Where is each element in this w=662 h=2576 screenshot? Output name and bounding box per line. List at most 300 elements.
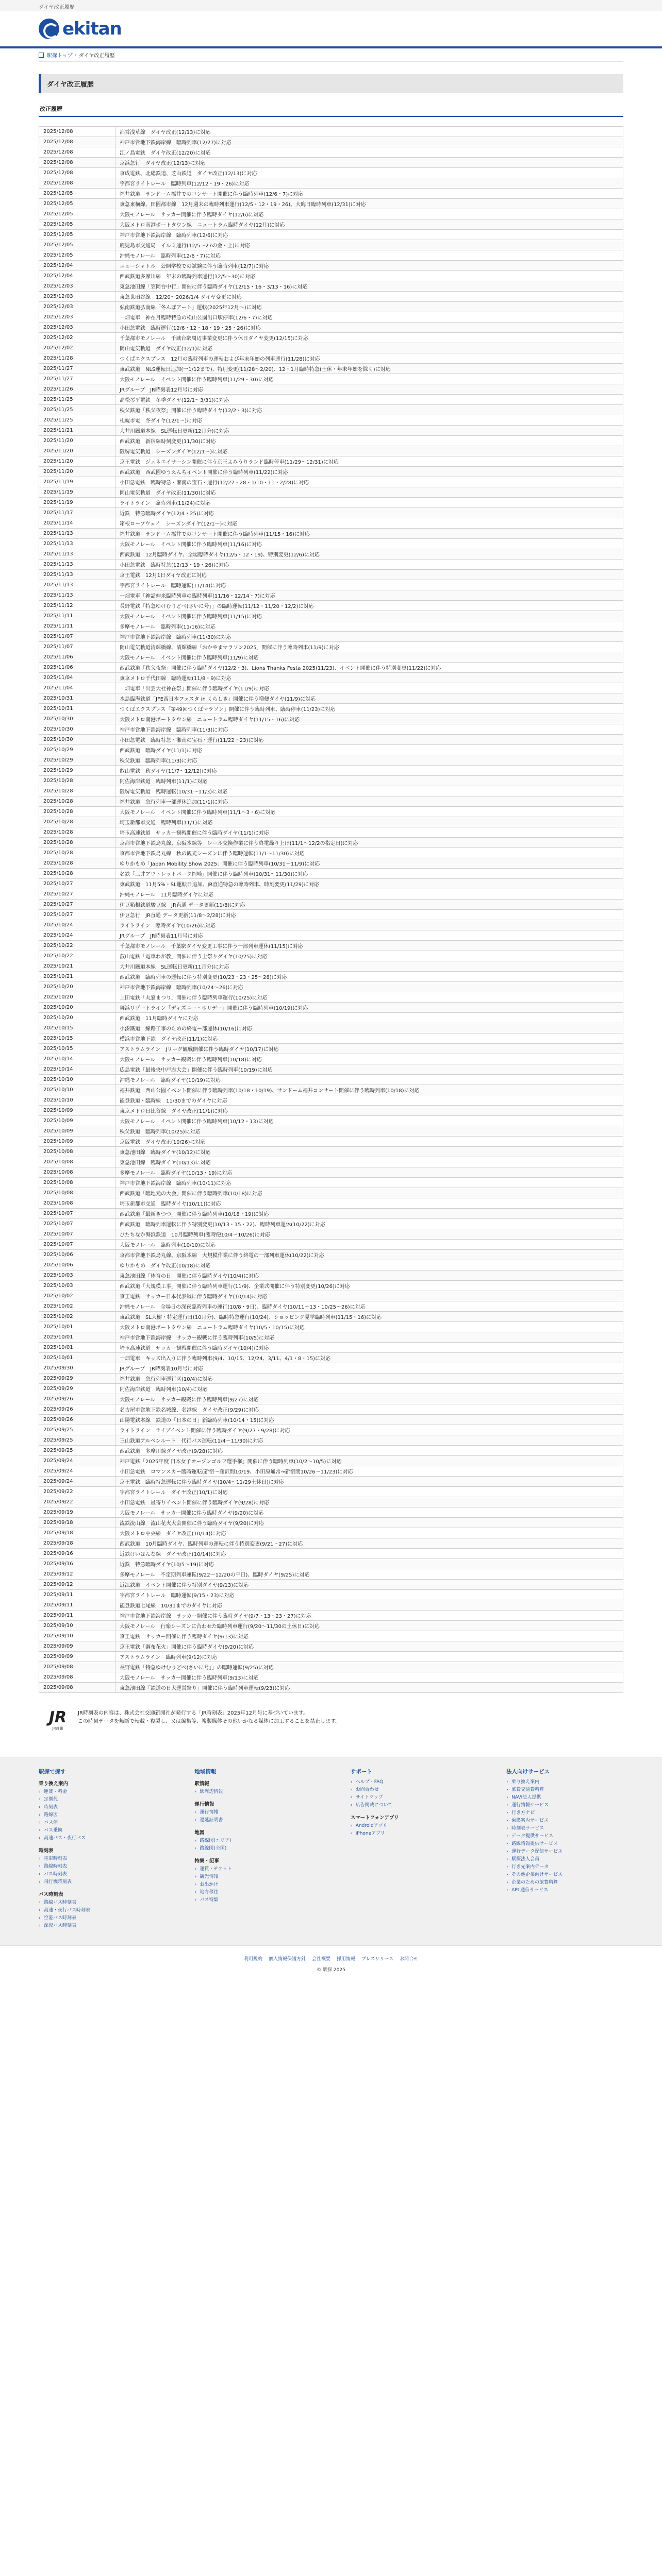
entry-date: 2025/12/08 — [39, 147, 115, 158]
entry-title-link[interactable]: 京王電鉄 サッカー開催に伴う臨時ダイヤ(9/13)に対応 — [120, 1634, 249, 1640]
entry-date: 2025/10/24 — [39, 930, 115, 941]
footer-link[interactable]: › バス特集 — [194, 1896, 306, 1904]
entry-title-link[interactable]: 阿佐海岸鉄道 臨時列車(11/1)に対応 — [120, 779, 208, 785]
entry-title-link[interactable]: 小田急電鉄 臨時特急・湘南の宝石・運行(12/27・28・1/10・11・2/28)に対応 — [120, 480, 309, 486]
entry-date: 2025/10/02 — [39, 1291, 115, 1301]
entry-title-link[interactable]: 秩父鉄道 臨時列車(11/3)に対応 — [120, 758, 197, 764]
entry-title-link[interactable]: 福井鉄道 西山公園イベント開催に伴う臨時列車(10/18・10/19)、サンドーム福井コンサート開催に伴う臨時列車(10/18)に対応 — [120, 1088, 420, 1094]
footer-link[interactable]: › 時刻表サービス — [506, 1825, 618, 1833]
entry-title-link[interactable]: 箱根ロープウェイ シーズンダイヤ(12/1〜)に対応 — [120, 521, 238, 527]
entry-title — [115, 456, 623, 467]
footer-link[interactable]: › 運行情報サービス — [506, 1802, 618, 1809]
entry-title-link[interactable]: 神戸市営地下鉄海岸線 臨時列車(12/27)に対応 — [120, 140, 231, 146]
entry-title-link[interactable]: 西武鉄道「最新きつつ」開催に伴う臨時列車(10/18・19)に対応 — [120, 1212, 269, 1217]
footer-bottom-link[interactable]: お問合せ — [399, 1957, 418, 1962]
entry-title-link[interactable]: 近江鉄道 イベント開催に伴う特別ダイヤ(9/13)に対応 — [120, 1583, 249, 1588]
entry-title-link[interactable]: 横浜市営地下鉄 ダイヤ改正(11/1)に対応 — [120, 1037, 218, 1042]
footer-link[interactable]: › 乗り換え案内 — [506, 1778, 618, 1786]
entry-title-link[interactable]: 京成電鉄、北総鉄道、芝山鉄道 ダイヤ改正(12/13)に対応 — [120, 171, 257, 177]
footer-link[interactable]: › その他企業向けサービス — [506, 1871, 618, 1879]
entry-title-link[interactable]: 東武鉄道 NLS運転日追加(一1/12まで)、特別変更(11/28〜2/20)、12・1月臨時特急(土休・年末年始を除く)に対応 — [120, 367, 391, 372]
entry-title-link[interactable]: 福井鉄道 サンドーム福井でのコンサート開催に伴う臨時列車(11/15・16)に対応 — [120, 532, 310, 537]
footer-link[interactable]: › 路線時刻表 — [39, 1863, 151, 1871]
footer-bottom-link[interactable]: 個人情報保護方針 — [269, 1957, 306, 1962]
entry-title-link[interactable]: 都営浅草線 ダイヤ改正(12/13)に対応 — [120, 130, 211, 135]
footer-link[interactable]: › 運行情報 — [194, 1809, 306, 1817]
entry-title-link[interactable]: 伊豆箱根鉄道駿豆線 JR直通 データ更新(11/8)に対応 — [120, 903, 245, 908]
table-row — [39, 487, 623, 498]
footer-group-heading[interactable]: バス時刻表 — [39, 1892, 63, 1897]
entry-title-link[interactable]: 神戸市営地下鉄海岸線 サッカー観戦に伴う臨時列車(10/5)に対応 — [120, 1335, 275, 1341]
entry-title-link[interactable]: 大阪モノレール 行楽シーズンに合わせた臨時列車運行(9/20〜11/30の土休日)に対応 — [120, 1624, 320, 1630]
entry-title-link[interactable]: 一畑電車「神話伸来臨時列車の臨時列車(11/16・12/14・7)に対応 — [120, 594, 275, 599]
footer-link[interactable]: › 路線図 — [39, 1811, 151, 1819]
entry-title-link[interactable]: 宇都宮ライトレール 臨時運転(11/14)に対応 — [120, 583, 226, 589]
entry-title-link[interactable]: 京都市営地下鉄烏丸線 秋の観光シーズンに伴う臨時運転(11/1〜11/30)に対応 — [120, 851, 305, 857]
entry-title-link[interactable]: つくばエクスプレス「第49回つくばマラソン」開催に伴う臨時列車、臨時停車(11/23)に対応 — [120, 707, 336, 713]
footer-link[interactable]: › iPhoneアプリ — [351, 1830, 462, 1838]
entry-title-link[interactable]: ゆりかもめ「Japan Mobility Show 2025」開催に伴う臨時列車(10/31〜11/9)に対応 — [120, 861, 320, 867]
footer-link[interactable]: › 路線図(エリア) — [194, 1837, 306, 1845]
entry-title-link[interactable]: 東急池田線 臨時ダイヤ(10/12)に対応 — [120, 1150, 211, 1156]
entry-title-link[interactable]: 東京メトロ日比谷線 ダイヤ改正(11/1)に対応 — [120, 1109, 228, 1114]
entry-title-link[interactable]: 京都市営地下鉄烏丸線、京阪本線 大規模作業に伴う終電の一部列車運休(10/22)に対応 — [120, 1253, 324, 1259]
entry-title-link[interactable]: 福井鉄道 サンドーム福井でのコンサート開催に伴う臨時列車(12/6・7)に対応 — [120, 192, 304, 197]
table-row — [39, 1270, 623, 1281]
table-row — [39, 1167, 623, 1178]
footer-link[interactable]: › 広告掲載について — [351, 1802, 462, 1809]
entry-title-link[interactable]: ゆりかもめ ダイヤ改正(10/18)に対応 — [120, 1263, 211, 1269]
entry-title-link[interactable]: 大阪モノレール サッカー観戦に伴う臨時列車(9/27)に対応 — [120, 1397, 259, 1403]
entry-title-link[interactable]: 長野電鉄「特急ゆけむりどべ(さいに号」」の臨時運転(11/12・11/20・12/2)に対応 — [120, 604, 314, 609]
entry-title-link[interactable]: 東急池田線 臨時ダイヤ(10/13)に対応 — [120, 1160, 211, 1166]
entry-title-link[interactable]: 岡山電気軌道清輝橋線、清輝橋線「おかやまマラソン2025」開催に伴う臨時列車(11/9)に対応 — [120, 645, 339, 651]
entry-title-link[interactable]: 舞浜リゾートライン「ディズニー・ホリデー」開催に伴う臨時列車(10/19)に対応 — [120, 1006, 308, 1011]
entry-title-link[interactable]: 西武鉄道 臨時ダイヤ(11/1)に対応 — [120, 748, 203, 754]
footer-group-heading[interactable]: 乗り換え案内 — [39, 1781, 69, 1787]
footer-group-heading[interactable]: 時刻表 — [39, 1848, 54, 1854]
entry-title-link[interactable]: 上田電鉄「丸窓まつり」開催に伴う臨時列車運行(10/25)に対応 — [120, 995, 268, 1001]
entry-date: 2025/12/05 — [39, 250, 115, 261]
footer-link[interactable]: › 電車時刻表 — [39, 1855, 151, 1863]
entry-title-link[interactable]: 大阪メトロ中央線 ダイヤ改正(10/14)に対応 — [120, 1531, 226, 1537]
entry-title-link[interactable]: 沖縄モノレール 11月臨時ダイヤに対応 — [120, 892, 213, 898]
entry-title — [115, 1332, 623, 1343]
entry-title — [115, 807, 623, 817]
entry-title — [115, 951, 623, 961]
entry-title-link[interactable]: 千葉都市モノレール 千葉駅ダイヤ変更工事に伴う一部列車運休(11/15)に対応 — [120, 944, 303, 950]
table-row — [39, 292, 623, 302]
entry-title-link[interactable]: 京王電鉄 12月1日ダイヤ改正に対応 — [120, 573, 207, 579]
table-row — [39, 1250, 623, 1260]
entry-title-link[interactable]: 小田急電鉄 臨時特急・湘南の宝石・運行(11/22・23)に対応 — [120, 738, 264, 743]
entry-title-link[interactable]: 小田急電鉄 最寄りイベント開催に伴う臨時ダイヤ(9/28)に対応 — [120, 1500, 270, 1506]
entry-title-link[interactable]: 三山鉄道アルペンルート 代行バス運転(11/4〜11/30)に対応 — [120, 1438, 263, 1444]
table-row — [39, 992, 623, 1003]
table-row — [39, 498, 623, 508]
entry-title-link[interactable]: 福井鉄道 急行列車一部運休追加(11/1)に対応 — [120, 800, 228, 805]
table-row — [39, 426, 623, 436]
entry-title-link[interactable]: 長野電鉄「特急ゆけむりどべ(さいに号」」の臨時運転(9/25)に対応 — [120, 1665, 274, 1671]
entry-title-link[interactable]: アストラムライン 臨時列車(9/12)に対応 — [120, 1655, 218, 1660]
entry-title-link[interactable]: 神戸電鉄「2025年度 日本女子オープンゴルフ選手権」開催に伴う臨時列車(10/2〜10/5)に対応 — [120, 1459, 342, 1465]
entry-title-link[interactable]: 近鉄けいはんな線 ダイヤ改正(10/14)に対応 — [120, 1552, 226, 1557]
footer-link[interactable]: › 空港バス時刻表 — [39, 1914, 151, 1922]
entry-title — [115, 1312, 623, 1322]
entry-title-link[interactable]: 大阪モノレール イベント開催に伴う臨時列車(11/16)に対応 — [120, 542, 262, 548]
entry-title-link[interactable]: JRグループ JR時刻表12月号に対応 — [120, 387, 203, 393]
entry-title-link[interactable]: 沖縄モノレール 全場日の深夜臨時列車の運行(10/8・9日)、臨時ダイヤ(10/11〜13・10/25〜26)に対応 — [120, 1304, 366, 1310]
footer-link[interactable]: › 行き先案内データ — [506, 1863, 618, 1871]
entry-date: 2025/10/28 — [39, 858, 115, 869]
entry-title-link[interactable]: 京王電鉄 臨時特急運転に伴う臨時ダイヤ(10/4〜11/29土休日)に対応 — [120, 1480, 284, 1485]
footer-link[interactable]: › 地方移住 — [194, 1889, 306, 1896]
entry-title — [115, 930, 623, 941]
entry-date: 2025/10/27 — [39, 879, 115, 889]
breadcrumb — [39, 48, 623, 62]
entry-title — [115, 1167, 623, 1178]
entry-title-link[interactable]: 大阪モノレール サッカー開催に伴う臨時ダイヤ(12/6)に対応 — [120, 212, 264, 218]
entry-title — [115, 755, 623, 766]
entry-date: 2025/09/16 — [39, 1549, 115, 1559]
footer-link[interactable]: › 駅周辺情報 — [194, 1788, 306, 1796]
entry-title-link[interactable]: 阪堺電気軌道 臨時運転(10/31〜11/3)に対応 — [120, 789, 228, 795]
footer-link[interactable]: › 運行データ配信サービス — [506, 1848, 618, 1856]
entry-title-link[interactable]: 小田急電鉄 臨時特急(12/13・19・26)に対応 — [120, 563, 229, 568]
footer-link[interactable]: › バス時刻表 — [39, 1871, 151, 1878]
entry-title-link[interactable]: 東武鉄道 SL大樹・特定運行日(10月分)、臨時特急運行(10/24)、ショッピング見学臨時列車(11/15・16)に対応 — [120, 1315, 382, 1320]
footer-group-heading[interactable]: 駅情報 — [194, 1781, 209, 1787]
table-row — [39, 827, 623, 838]
entry-title — [115, 1590, 623, 1600]
entry-title-link[interactable]: 神戸市営地下鉄海岸線 臨時列車(11/3)に対応 — [120, 727, 228, 733]
entry-title-link[interactable]: 大阪モノレール イベント開催に伴う臨時列車(11/15)に対応 — [120, 614, 262, 620]
entry-title-link[interactable]: 能登鉄道・臨時線 11/30までのダイヤに対応 — [120, 1098, 227, 1104]
entry-title-link[interactable]: 福井鉄道 急行列車運行区(10/4)に対応 — [120, 1377, 213, 1382]
entry-title-link[interactable]: 埼玉新都市交通 臨時ダイヤ(10/11)に対応 — [120, 1201, 221, 1207]
entry-date: 2025/11/20 — [39, 446, 115, 456]
entry-title — [115, 1157, 623, 1167]
entry-date: 2025/10/15 — [39, 1023, 115, 1033]
footer-link[interactable]: › 時刻表 — [39, 1804, 151, 1811]
entry-title-link[interactable]: 小田急電鉄 臨時運行(12/6・12・18・19・25・26)に対応 — [120, 326, 261, 331]
entry-title-link[interactable]: つくばエクスプレス 12月の臨時列車の運転および年末年始の列車運行(11/28)に対応 — [120, 357, 320, 362]
table-row — [39, 353, 623, 364]
table-row — [39, 1538, 623, 1549]
top-bar-text: ダイヤ改正履歴 — [39, 5, 75, 10]
entry-title-link[interactable]: 西武鉄道 12月臨時ダイヤ、全場臨時ダイヤ(12/5・12・19)、特別変更(12/6)に対応 — [120, 552, 320, 558]
entry-title-link[interactable]: 宇都宮ライトレール 臨時列車(12/12・19・26)に対応 — [120, 181, 250, 187]
entry-title — [115, 663, 623, 673]
footer-link[interactable]: › お出かけ — [194, 1881, 306, 1889]
footer-link[interactable]: › API 通信サービス — [506, 1887, 618, 1894]
entry-title-link[interactable]: 一畑電車 キッズ出入りに伴う臨時列車(9/4、10/15、12/24、3/11、4/1・8・15)に対応 — [120, 1356, 330, 1362]
entry-title-link[interactable]: 大阪モノレール イベント開催に伴う臨時列車(11/9)に対応 — [120, 655, 259, 661]
entry-title-link[interactable]: ニューシャトル 公開学校での試験に伴う臨時列車(12/7)に対応 — [120, 264, 269, 269]
entry-title-link[interactable]: 西武鉄道 多摩川線ダイヤ改正(9/28)に対応 — [120, 1449, 223, 1454]
entry-title-link[interactable]: 神戸市営地下鉄海岸線 臨時列車(10/11)に対応 — [120, 1181, 231, 1187]
entry-title-link[interactable]: 小田急電鉄 ロマンスカー臨時運転(新宿〜藤沢間10/19、小田原通常→新宿間10/26〜11/23)に対応 — [120, 1469, 353, 1475]
entry-title-link[interactable]: 大阪モノレール サッカー開催に伴う臨時ダイヤ(9/20)に対応 — [120, 1511, 264, 1516]
footer-link[interactable]: › 深夜バス時刻表 — [39, 1922, 151, 1930]
entry-title-link[interactable]: 秩父鉄道「秩父夜祭」開催に伴う臨時ダイヤ(12/2・3)に対応 — [120, 408, 262, 414]
breadcrumb-home-link[interactable]: 駅探トップ — [47, 53, 73, 59]
entry-title — [115, 858, 623, 869]
entry-title-link[interactable]: 西武鉄道多摩川線 年末の臨時列車運行(12/5〜30)に対応 — [120, 274, 255, 280]
entry-title-link[interactable]: 名鉄「三井アウトレットパーク岡崎」開催に伴う臨時列車(10/31〜11/30)に対応 — [120, 872, 308, 877]
entry-date: 2025/09/22 — [39, 1497, 115, 1507]
entry-title-link[interactable]: 埼玉高速鉄道 サッカー観戦開催に伴う臨時ダイヤ(10/4)に対応 — [120, 1346, 269, 1351]
entry-date: 2025/10/22 — [39, 941, 115, 951]
entry-title-link[interactable]: 一畑電車「出雲大社神在祭」開催に伴う臨時ダイヤ(11/9)に対応 — [120, 686, 270, 692]
table-row — [39, 900, 623, 910]
entry-date: 2025/12/08 — [39, 127, 115, 137]
table-row — [39, 1518, 623, 1528]
footer-link[interactable]: › Androidアプリ — [351, 1822, 462, 1830]
footer-link[interactable]: › 駅探法人会員 — [506, 1856, 618, 1863]
footer-link[interactable]: › 路線情報提供サービス — [506, 1840, 618, 1848]
entry-date: 2025/12/05 — [39, 230, 115, 240]
entry-title-link[interactable]: 西武鉄道 西武園ゆうえんちイベント開催に伴う臨時列車(11/22)に対応 — [120, 470, 288, 476]
entry-title — [115, 261, 623, 271]
table-row — [39, 807, 623, 817]
footer-link[interactable]: › 飛行機時刻表 — [39, 1878, 151, 1886]
entry-title-link[interactable]: 江ノ島電鉄 ダイヤ改正(12/20)に対応 — [120, 150, 211, 156]
entry-title-link[interactable]: 流鉄流山線 流山花火大会開催に伴う臨時ダイヤ(9/20)に対応 — [120, 1521, 264, 1527]
entry-title-link[interactable]: 東武鉄道 11月5%・SL運転日追加、JR直通特急の臨時列車、時刻変更(11/29)に対応 — [120, 882, 320, 888]
entry-title-link[interactable]: 多摩モノレール 不定期列車運転(9/22〜12/20の平日)、臨時ダイヤ(9/25)に対応 — [120, 1572, 310, 1578]
entry-title-link[interactable]: 大井川鐵道本線 SL運転日更新(11月分)に対応 — [120, 964, 229, 970]
entry-date: 2025/11/20 — [39, 467, 115, 477]
footer-link[interactable]: › お問合わせ — [351, 1786, 462, 1794]
entry-title — [115, 1580, 623, 1590]
entry-title — [115, 498, 623, 508]
entry-title-link[interactable]: 西武鉄道 10月臨時ダイヤ、臨時列車の運転に伴う特別変更(9/21・27)に対応 — [120, 1541, 303, 1547]
entry-title-link[interactable]: 沖縄モノレール 臨時ダイヤ(10/19)に対応 — [120, 1078, 221, 1083]
entry-title-link[interactable]: 京王電鉄 ジェネエイサーシン開催に伴う京王よみうりランド臨時停車(11/29〜12/31)に対応 — [120, 460, 339, 465]
footer-bottom-link[interactable]: 採用情報 — [337, 1957, 356, 1962]
entry-title-link[interactable]: 近鉄 特急臨時ダイヤ(10/5〜19)に対応 — [120, 1562, 214, 1568]
footer-link[interactable]: › 路線バス時刻表 — [39, 1899, 151, 1907]
entry-title — [115, 1446, 623, 1456]
site-header — [39, 11, 623, 46]
entry-date: 2025/09/18 — [39, 1528, 115, 1538]
entry-title — [115, 1415, 623, 1425]
entry-title-link[interactable]: ライトライン ライブイベント開催に伴う臨時ダイヤ(9/27・9/28)に対応 — [120, 1428, 290, 1434]
entry-title-link[interactable]: ライトライン 臨時列車(11/24)に対応 — [120, 501, 211, 506]
entry-title-link[interactable]: 大阪モノレール イベント開催に伴う臨時列車(10/12・13)に対応 — [120, 1119, 274, 1125]
entry-title-link[interactable]: 大阪モノレール サッカー観戦に伴う臨時列車(10/18)に対応 — [120, 1057, 262, 1063]
entry-title — [115, 961, 623, 972]
table-row — [39, 683, 623, 693]
table-row — [39, 1013, 623, 1023]
entry-title-link[interactable]: JRグループ JR時刻表10月号に対応 — [120, 1366, 203, 1372]
entry-title-link[interactable]: 東急世田谷線 12/20〜2026/1/4 ダイヤ変更に対応 — [120, 295, 242, 300]
entry-date: 2025/11/13 — [39, 539, 115, 549]
entry-title-link[interactable]: 神戸市営地下鉄海岸線 臨時列車(11/30)に対応 — [120, 635, 231, 640]
entry-title-link[interactable]: 秩父鉄道 臨時列車(10/25)に対応 — [120, 1129, 201, 1135]
entry-title-link[interactable]: 一畑電車 神在月臨時特急の松山公園出口駅停車(12/6・7)に対応 — [120, 315, 273, 321]
entry-title — [115, 1003, 623, 1013]
entry-title-link[interactable]: 沖縄モノレール 臨時列車(12/6・7)に対応 — [120, 253, 221, 259]
footer-bottom-link[interactable]: 会社概要 — [312, 1957, 331, 1962]
footer-link[interactable]: › 旅費交通費精算 — [506, 1786, 618, 1794]
entry-title-link[interactable]: 大井川鐵道本線 SL運転日更新(12月分)に対応 — [120, 429, 229, 434]
entry-title-link[interactable]: 埼玉高速鉄道 サッカー観戦開催に伴う臨時ダイヤ(11/1)に対応 — [120, 831, 269, 836]
footer-link[interactable]: › 行き方ナビ — [506, 1809, 618, 1817]
entry-title — [115, 900, 623, 910]
footer-link[interactable]: › NAVI法人提供 — [506, 1794, 618, 1802]
footer-link[interactable]: › 高速バス・夜行バス — [39, 1835, 151, 1842]
entry-title — [115, 1033, 623, 1044]
entry-title-link[interactable]: 京王電鉄 サッカー日本代表戦に伴う臨時ダイヤ(10/14)に対応 — [120, 1294, 268, 1300]
table-row — [39, 1137, 623, 1147]
footer-link[interactable]: › 乗換案内サービス — [506, 1817, 618, 1825]
footer-link[interactable]: › バス乗換 — [39, 1827, 151, 1835]
entry-date: 2025/10/20 — [39, 1003, 115, 1013]
entry-title — [115, 1652, 623, 1662]
entry-title-link[interactable]: 大阪モノレール 臨時列車(10/10)に対応 — [120, 1243, 216, 1248]
entry-title-link[interactable]: 西武鉄道 11月臨時ダイヤに対応 — [120, 1016, 198, 1022]
entry-title-link[interactable]: 西武鉄道 新宿線時刻変更(11/30)に対応 — [120, 439, 216, 445]
entry-title-link[interactable]: 近鉄 特急臨時ダイヤ(12/4・25)に対応 — [120, 511, 214, 517]
entry-title-link[interactable]: 西武鉄道「秩父夜祭」開催に伴う臨時ダイヤ(12/2・3)、Lions Thanks Festa 2025(11/23)、イベント開催に伴う特別変更(11/22)に対応 — [120, 666, 441, 671]
footer-link[interactable]: › サイトマップ — [351, 1794, 462, 1802]
entry-date: 2025/10/01 — [39, 1343, 115, 1353]
footer-group-heading[interactable]: スマートフォンアプリ — [350, 1815, 399, 1821]
entry-date: 2025/10/21 — [39, 972, 115, 982]
table-row — [39, 724, 623, 735]
entry-title-link[interactable]: 弘南鉄道弘南線「冬んぼアート」運転(2025年12月〜)に対応 — [120, 305, 262, 311]
footer-link[interactable]: › 遅延証明書 — [194, 1817, 306, 1824]
entry-title-link[interactable]: 岡山電気軌道 ダイヤ改正(11/30)に対応 — [120, 490, 216, 496]
entry-title — [115, 1085, 623, 1095]
entry-title-link[interactable]: 小湊鐵道 線路工事のための終電ー部運休(10/16)に対応 — [120, 1026, 252, 1032]
revision-history-section — [39, 105, 623, 1693]
entry-date: 2025/10/09 — [39, 1126, 115, 1137]
entry-date: 2025/10/29 — [39, 766, 115, 776]
footer-link[interactable]: › 運賃・料金 — [39, 1788, 151, 1796]
footer-bottom-link[interactable]: プレスリリース — [361, 1957, 393, 1962]
entry-title-link[interactable]: 京阪電鉄 ダイヤ改正(10/26)に対応 — [120, 1140, 206, 1145]
entry-title-link[interactable]: 鹿児島市交通局 イルミ運行(12/5〜27の金・土)に対応 — [120, 243, 250, 249]
footer-link[interactable]: › 企業のための旅費精算 — [506, 1879, 618, 1887]
entry-date: 2025/09/29 — [39, 1374, 115, 1384]
entry-title-link[interactable]: JRグループ JR時刻表11月号に対応 — [120, 934, 203, 939]
entry-title-link[interactable]: 西武鉄道 臨時列車運転に伴う特別変更(10/13・15・22)、臨時列車運休(10/22)に対応 — [120, 1222, 325, 1228]
entry-title-link[interactable]: 札幌市電 冬ダイヤ(12/1〜)に対応 — [120, 418, 203, 424]
entry-date: 2025/11/07 — [39, 632, 115, 642]
entry-title-link[interactable]: 神戸市営地下鉄海岸線 臨時列車(12/6)に対応 — [120, 233, 228, 239]
entry-title-link[interactable]: 多摩モノレール 臨時列車(11/16)に対応 — [120, 624, 216, 630]
entry-title-link[interactable]: 神戸市営地下鉄海岸線 臨時列車(10/24〜26)に対応 — [120, 985, 243, 991]
footer-group-heading[interactable]: 特集・記事 — [194, 1858, 219, 1864]
entry-title-link[interactable]: 叡山電鉄 秋ダイヤ(11/7〜12/12)に対応 — [120, 769, 217, 774]
entry-title-link[interactable]: 多摩モノレール 臨時ダイヤ(10/13・19)に対応 — [120, 1171, 233, 1176]
entry-title-link[interactable]: 名古屋市営地下鉄名城線、名港線 ダイヤ改正(9/29)に対応 — [120, 1408, 259, 1413]
entry-date: 2025/09/10 — [39, 1621, 115, 1631]
entry-title — [115, 178, 623, 189]
entry-title-link[interactable]: 東京メトロ千代田線 臨時運転(11/8・9)に対応 — [120, 676, 231, 682]
jr-logo-sub: JR許諾 — [52, 1726, 63, 1731]
entry-title — [115, 426, 623, 436]
footer-link[interactable]: › 路線図(全国) — [194, 1845, 306, 1853]
entry-title — [115, 446, 623, 456]
entry-title-link[interactable]: 山陽電鉄本線 鉄道の「日本の日」新臨時列車(10/14・15)に対応 — [120, 1418, 274, 1423]
footer-bottom-link[interactable]: 利用規約 — [244, 1957, 263, 1962]
entry-title-link[interactable]: 水島臨海鉄道「JFE西日本フェスタ in くらしき」開催に伴う増便ダイヤ(11/9)に対応 — [120, 697, 316, 702]
entry-title-link[interactable]: 西武鉄道「臨地元の大会」開催に伴う臨時列車(10/18)に対応 — [120, 1191, 262, 1197]
entry-title-link[interactable]: 大阪メトロ南港ポートタウン線 ニュートラム臨時ダイヤ(12月)に対応 — [120, 223, 285, 228]
entry-title-link[interactable]: 岡山電気軌道 ダイヤ改正(12/1)に対応 — [120, 346, 213, 352]
footer-group-heading[interactable]: 運行情報 — [194, 1802, 214, 1807]
footer-link[interactable]: › ヘルプ・FAQ — [351, 1778, 462, 1786]
entry-title-link[interactable]: 大阪モノレール サッカー開催に伴う臨時列車(9/13)に対応 — [120, 1675, 259, 1681]
footer-link[interactable]: › 観光情報 — [194, 1873, 306, 1881]
footer-link[interactable]: › 定期代 — [39, 1796, 151, 1804]
footer-link[interactable]: › 運賃・チケット — [194, 1866, 306, 1873]
entry-title — [115, 1477, 623, 1487]
table-row — [39, 1621, 623, 1631]
entry-date: 2025/11/28 — [39, 353, 115, 364]
entry-title-link[interactable]: 阪堺電気軌道 シーズンダイヤ(12/1〜)に対応 — [120, 449, 228, 455]
entry-title-link[interactable]: 大阪メトロ南港ポートタウン線 ニュートラム臨時ダイヤ(10/5・10/15)に対応 — [120, 1325, 305, 1331]
entry-title-link[interactable]: 叡山電鉄「電車わが教」開催に伴う土祭りダイヤ(10/25)に対応 — [120, 954, 268, 960]
table-row — [39, 1497, 623, 1507]
ekitan-logo[interactable] — [39, 19, 122, 39]
entry-title-link[interactable]: 大阪モノレール イベント開催に伴う臨時列車(11/29・30)に対応 — [120, 377, 274, 383]
footer-group-heading[interactable]: 地図 — [194, 1830, 205, 1836]
entry-title-link[interactable]: 東急池田線「笠岡台中行」開催に伴う臨時ダイヤ(12/15・16・3/13・16)に対応 — [120, 284, 308, 290]
footer-link[interactable]: › 高速・夜行バス時刻表 — [39, 1907, 151, 1914]
entry-date: 2025/12/03 — [39, 302, 115, 312]
entry-title-link[interactable]: 宇都宮ライトレール ダイヤ改正(10/1)に対応 — [120, 1490, 228, 1496]
table-row — [39, 570, 623, 580]
entry-title-link[interactable]: ひたちなか海浜鉄道 10月臨時列車(臨時便10/4〜10/26)に対応 — [120, 1232, 270, 1238]
entry-title-link[interactable]: 京王電鉄「調布花火」開催に伴う臨時ダイヤ(9/20)に対応 — [120, 1645, 254, 1650]
entry-title-link[interactable]: 京浜急行 ダイヤ改正(12/13)に対応 — [120, 161, 206, 166]
table-row — [39, 189, 623, 199]
entry-title-link[interactable]: 埼玉新都市交通 臨時列車(11/1)に対応 — [120, 820, 213, 826]
table-row — [39, 302, 623, 312]
entry-title-link[interactable]: 東急東横線、田園都市線 12月週末の臨時列車運行(12/5・12・19・26)、大晦日臨時列車(12/31)に対応 — [120, 202, 366, 208]
entry-title-link[interactable]: 高松琴平電鉄 冬季ダイヤ(12/1〜3/31)に対応 — [120, 398, 229, 403]
entry-title-link[interactable]: 広島電鉄「最後央中戸志大会」開催に伴う臨時列車(10/19)に対応 — [120, 1067, 273, 1073]
table-row — [39, 879, 623, 889]
entry-title-link[interactable]: ライトライン 臨時ダイヤ(10/26)に対応 — [120, 923, 216, 929]
entry-title-link[interactable]: 伊豆急行 JR直通 データ更新(11/8〜2/28)に対応 — [120, 913, 236, 919]
entry-title-link[interactable]: 京都市営地下鉄烏丸線、京阪本線等 レール交換作業に伴う終電繰り上げ(11/1〜12/2の指定日)に対応 — [120, 841, 358, 846]
footer-link[interactable]: › データ提供サービス — [506, 1833, 618, 1840]
entry-title-link[interactable]: 東急池田線「鉄道の日大運営祭り」開催に伴う臨時列車運転(9/23)に対応 — [120, 1686, 290, 1691]
entry-title-link[interactable]: 神戸市営地下鉄海岸線 サッカー開催に伴う臨時ダイヤ(9/7・13・23・27)に対応 — [120, 1614, 311, 1619]
entry-title-link[interactable]: 阿佐海岸鉄道 臨時列車(10/4)に対応 — [120, 1387, 208, 1393]
entry-title-link[interactable]: 大阪モノレール イベント開催に伴う臨時列車(11/1〜3・6)に対応 — [120, 810, 276, 816]
table-row — [39, 1652, 623, 1662]
entry-title-link[interactable]: アストラムライン Jリーグ観戦開催に伴う臨時ダイヤ(10/17)に対応 — [120, 1047, 279, 1053]
entry-title-link[interactable]: 西武鉄道「大規模工事」開催に伴う臨時列車運行(11/9)、企業式開催に伴う特別変更(10/26)に対応 — [120, 1284, 350, 1290]
entry-title — [115, 529, 623, 539]
entry-title-link[interactable]: 千葉都市モノレール 千城台駅周辺事業変更に伴う休日ダイヤ変更(12/15)に対応 — [120, 336, 308, 342]
entry-title-link[interactable]: 東急池田線「体育の日」開催に伴う臨時ダイヤ(10/4)に対応 — [120, 1274, 259, 1279]
entry-title — [115, 1095, 623, 1106]
entry-title-link[interactable]: 西武鉄道 臨時列車の運転に伴う特別変更(10/23・23・25〜28)に対応 — [120, 975, 287, 980]
table-row — [39, 786, 623, 796]
entry-title-link[interactable]: 能登鉄道七尾線 10/31までのダイヤに対応 — [120, 1603, 222, 1609]
footer-link[interactable]: › バス停 — [39, 1819, 151, 1827]
entry-title-link[interactable]: 大阪メトロ南港ポートタウン線 ニュートラム臨時ダイヤ(11/15・16)に対応 — [120, 717, 300, 723]
entry-title-link[interactable]: 宇都宮ライトレール 臨時運転(9/15・23)に対応 — [120, 1593, 235, 1599]
